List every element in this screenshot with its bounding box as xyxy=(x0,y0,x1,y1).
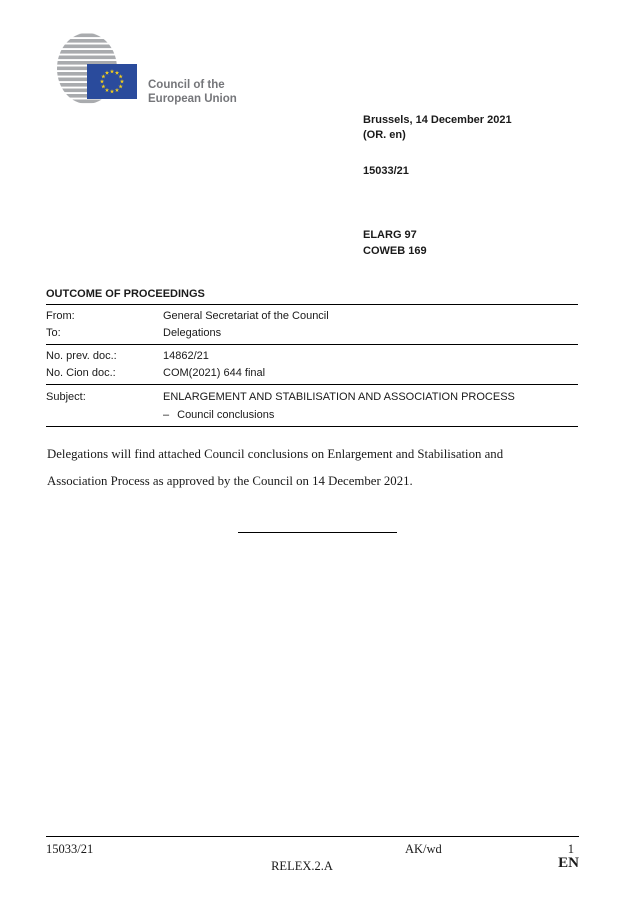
row-label: Subject: xyxy=(46,391,86,403)
row-value: COM(2021) 644 final xyxy=(163,367,266,379)
subject-group xyxy=(46,385,578,427)
row-value: General Secretariat of the Council xyxy=(163,310,329,322)
subject-sub-value: Council conclusions xyxy=(177,409,275,421)
row-value: Delegations xyxy=(163,327,222,339)
body-paragraph-line2: Association Process as approved by the Council on 14 December 2021. xyxy=(47,474,413,488)
footer-rule xyxy=(46,836,579,837)
table-row-subject xyxy=(46,388,578,424)
table-title: OUTCOME OF PROCEEDINGS xyxy=(46,287,578,305)
dash: – xyxy=(163,409,170,421)
footer-initials: AK/wd xyxy=(405,842,442,856)
footer-doc-number: 15033/21 xyxy=(46,842,94,856)
distribution-codes xyxy=(363,228,427,259)
footer-page-number: 1 xyxy=(567,842,574,856)
row-label: No. prev. doc.: xyxy=(46,350,117,362)
body-paragraph-line1: Delegations will find attached Council conclusions on Enlargement and Stabilisation and xyxy=(47,447,504,461)
eu-flag-icon xyxy=(87,64,137,99)
row-value xyxy=(163,388,578,424)
section-divider xyxy=(238,532,397,533)
footer-department: RELEX.2.A xyxy=(271,859,333,873)
body-paragraph xyxy=(47,441,503,495)
place-date: Brussels, 14 December 2021 xyxy=(363,114,512,126)
code-elarg: ELARG 97 xyxy=(363,229,417,241)
subject-sub-line xyxy=(163,406,578,424)
org-name-line1: Council of the xyxy=(148,79,225,91)
org-name-line2: European Union xyxy=(148,92,237,105)
table-row-cion-doc xyxy=(46,365,578,382)
proceedings-table xyxy=(46,287,578,427)
row-label: From: xyxy=(46,310,75,322)
table-row-prev-doc xyxy=(46,348,578,365)
code-coweb: COWEB 169 xyxy=(363,244,427,257)
row-label: No. Cion doc.: xyxy=(46,367,116,379)
table-row-from xyxy=(46,308,578,325)
row-label: To: xyxy=(46,327,61,339)
doc-number: 15033/21 xyxy=(363,165,409,177)
from-to-group xyxy=(46,305,578,345)
original-language: (OR. en) xyxy=(363,129,406,141)
org-name xyxy=(148,79,237,106)
table-row-to xyxy=(46,325,578,342)
footer-language: EN xyxy=(558,855,579,871)
row-value: 14862/21 xyxy=(163,350,209,362)
subject-title: ENLARGEMENT AND STABILISATION AND ASSOCIATION PROCESS xyxy=(163,391,515,403)
doc-refs-group xyxy=(46,345,578,385)
